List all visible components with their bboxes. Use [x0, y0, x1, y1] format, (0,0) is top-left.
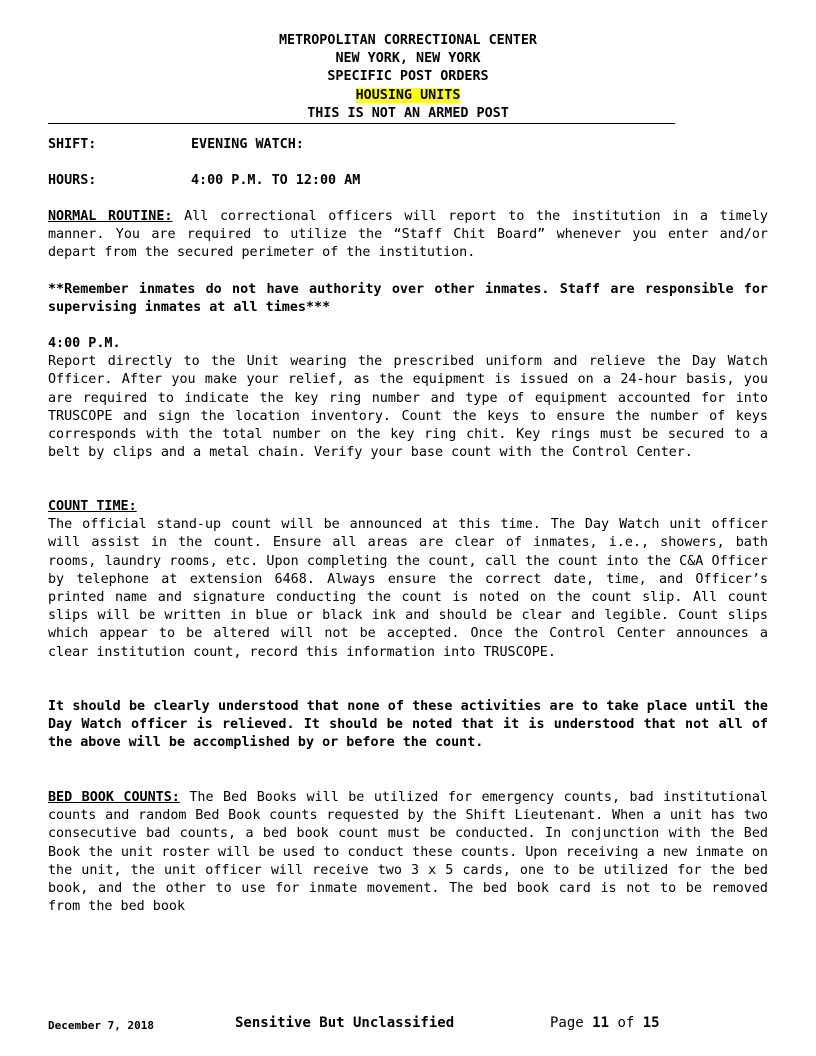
count-time-section — [48, 498, 768, 662]
hours-label: HOURS: — [48, 173, 97, 188]
header-post-name-highlight: HOUSING UNITS — [355, 87, 461, 103]
normal-routine-text: All correctional officers will report to the institution in a timely manner. You are required to utilize the “Staff Chit Board” whenever you enter and/or depart from the secured perimeter of the institution. — [48, 209, 768, 261]
remember-notice: **Remember inmates do not have authority over other inmates. Staff are responsible for supervising inmates at all times*** — [48, 282, 768, 316]
hours-row — [48, 172, 360, 190]
footer-date: December 7, 2018 — [48, 1019, 154, 1032]
footer-classification: Sensitive But Unclassified — [235, 1015, 455, 1031]
shift-label: SHIFT: — [48, 137, 97, 152]
count-time-heading: COUNT TIME: — [48, 499, 137, 514]
bed-book-text: The Bed Books will be utilized for emergency counts, bad institutional counts and random Bed Book counts requested by the Shift Lieutenant. When a unit has two consecutive bad counts, a bed book count must be conducted. In conjunction with the Bed Book the unit roster will be used to conduct these counts. Upon receiving a new inmate on the unit, the unit officer will receive two 3 x 5 cards, one to be utilized for the bed book, and the other to use for inmate movement. The bed book card is not to be removed from the bed book — [48, 790, 768, 915]
page-of: of — [609, 1015, 643, 1031]
normal-routine-heading: NORMAL ROUTINE: — [48, 209, 173, 224]
four-pm-text: Report directly to the Unit wearing the prescribed uniform and relieve the Day Watch Officer. After you make your relief, as the equipment is issued on a 24-hour basis, you are required to indicate the key ring number and type of equipment accounted for into TRUSCOPE and sign the location inventory. Count the keys to ensure the number of keys corresponds with the total number on the key ring chit. Key rings must be secured to a belt by clips and a metal chain. Verify your base count with the Control Center. — [48, 354, 768, 461]
normal-routine-section — [48, 208, 768, 263]
four-pm-heading: 4:00 P.M. — [48, 336, 121, 351]
page-current: 11 — [592, 1015, 610, 1031]
header-location: NEW YORK, NEW YORK — [335, 51, 481, 67]
shift-value: EVENING WATCH: — [191, 137, 304, 152]
four-pm-section — [48, 335, 768, 462]
hours-value: 4:00 P.M. TO 12:00 AM — [191, 173, 361, 188]
bed-book-heading: BED BOOK COUNTS: — [48, 790, 180, 805]
page-total: 15 — [642, 1015, 660, 1031]
document-header — [0, 32, 816, 123]
header-post-orders: SPECIFIC POST ORDERS — [327, 69, 489, 85]
bed-book-section — [48, 789, 768, 916]
header-armed-status: THIS IS NOT AN ARMED POST — [307, 105, 509, 121]
understood-notice: It should be clearly understood that none of these activities are to take place until the Day Watch officer is relieved. It should be noted that it is understood that not all of the above will be accomplished by or before the count. — [48, 699, 768, 751]
count-time-text: The official stand-up count will be announced at this time. The Day Watch unit officer will assist in the count. Ensure all areas are clear of inmates, i.e., showers, bath rooms, laundry rooms, etc. Upon completing the count, call the count into the C&A Officer by telephone at extension 6468. Always ensure the correct date, time, and Officer’s printed name and signature conducting the count is noted on the count slip. All count slips will be written in blue or black ink and should be clear and legible. Count slips which appear to be altered will not be accepted. Once the Control Center announces a clear institution count, record this information into TRUSCOPE. — [48, 517, 768, 660]
header-institution: METROPOLITAN CORRECTIONAL CENTER — [279, 33, 537, 48]
header-post-name — [0, 87, 816, 105]
footer-page-number — [550, 1014, 660, 1032]
shift-row — [48, 136, 304, 154]
header-divider — [48, 123, 675, 124]
page-prefix: Page — [550, 1015, 593, 1031]
